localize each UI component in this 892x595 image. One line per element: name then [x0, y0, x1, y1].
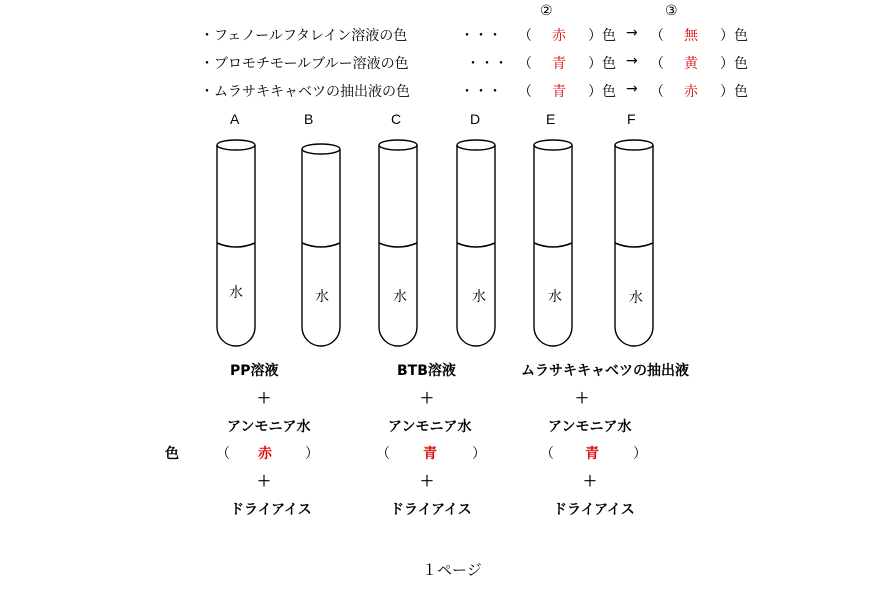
group-2-plus-2: ＋ [420, 474, 434, 490]
group-2-color: 青 [423, 446, 437, 462]
header-row-3-close-2: ）色 [720, 84, 748, 100]
group-1-reagent: PP溶液 [230, 363, 279, 379]
header-row-1-color-1: 赤 [552, 28, 566, 44]
group-3-final: ドライアイス [553, 502, 635, 518]
header-row-2-close-2: ）色 [720, 56, 748, 72]
page-number: １ページ [422, 561, 482, 579]
test-tube-e [534, 140, 572, 346]
group-3-color: 青 [585, 446, 599, 462]
test-tube-d [457, 140, 495, 346]
marker-2: ② [540, 3, 553, 19]
tube-letter-b: B [304, 111, 314, 127]
header-row-2-close-1: ）色 [588, 56, 616, 72]
tube-letter-f: F [627, 111, 636, 127]
header-row-1-open-1: （ [518, 28, 532, 44]
tube-b-content: 水 [315, 289, 329, 305]
group-3-reagent: ムラサキキャベツの抽出液 [521, 363, 689, 379]
tube-letter-c: C [391, 111, 402, 127]
group-1-open: （ [216, 446, 230, 462]
tube-letter-e: E [546, 111, 556, 127]
group-2-open: （ [376, 446, 390, 462]
test-tube-c [379, 140, 417, 346]
header-row-1-label: ・フェノールフタレイン溶液の色 [200, 28, 408, 44]
tube-c-content: 水 [393, 289, 407, 305]
group-1-plus-1: ＋ [257, 391, 271, 407]
header-row-2-open-2: （ [650, 56, 664, 72]
group-3-plus-2: ＋ [583, 474, 597, 490]
header-row-3-open-1: （ [518, 84, 532, 100]
group-1-add: アンモニア水 [227, 419, 311, 435]
group-3-plus-1: ＋ [575, 391, 589, 407]
group-2-final: ドライアイス [390, 502, 472, 518]
header-row-2-dots: ・・・ [466, 56, 508, 72]
header-row-1-dots: ・・・ [460, 28, 502, 44]
group-2-close: ） [472, 446, 486, 462]
group-1-plus-2: ＋ [257, 474, 271, 490]
header-row-3-close-1: ）色 [588, 84, 616, 100]
header-row-2-arrow: → [626, 53, 638, 69]
group-2-add: アンモニア水 [388, 419, 472, 435]
header-row-1-arrow: → [626, 25, 638, 41]
tube-letter-a: A [230, 111, 240, 127]
marker-3: ③ [665, 3, 678, 19]
header-row-3-label: ・ムラサキキャベツの抽出液の色 [200, 84, 410, 100]
header-row-3-dots: ・・・ [460, 84, 502, 100]
header-row-3-arrow: → [626, 81, 638, 97]
group-2-plus-1: ＋ [420, 391, 434, 407]
header-row-2-color-2: 黄 [684, 56, 698, 72]
header-row-1-color-2: 無 [684, 28, 698, 44]
header-row-2-label: ・ブロモチモールブルー溶液の色 [200, 56, 409, 72]
test-tube-b [302, 144, 340, 346]
header-row-2-color-1: 青 [552, 56, 566, 72]
tube-f-content: 水 [629, 290, 643, 306]
tube-e-content: 水 [548, 289, 562, 305]
header-row-1-close-2: ）色 [720, 28, 748, 44]
group-3-open: （ [540, 446, 554, 462]
group-3-add: アンモニア水 [548, 419, 632, 435]
header-row-3-open-2: （ [650, 84, 664, 100]
group-3-close: ） [633, 446, 647, 462]
header-row-2-open-1: （ [518, 56, 532, 72]
test-tube-f [615, 140, 653, 346]
header-row-1-close-1: ）色 [588, 28, 616, 44]
tube-d-content: 水 [472, 289, 486, 305]
header-row-3-color-2: 赤 [684, 84, 698, 100]
group-1-color: 赤 [258, 446, 272, 462]
test-tube-a [217, 140, 255, 346]
header-row-3-color-1: 青 [552, 84, 566, 100]
group-1-close: ） [305, 446, 319, 462]
color-label: 色 [165, 446, 179, 462]
group-1-final: ドライアイス [230, 502, 312, 518]
tube-letter-d: D [470, 111, 481, 127]
tube-a-content: 水 [229, 285, 243, 301]
group-2-reagent: BTB溶液 [397, 363, 456, 379]
header-row-1-open-2: （ [650, 28, 664, 44]
